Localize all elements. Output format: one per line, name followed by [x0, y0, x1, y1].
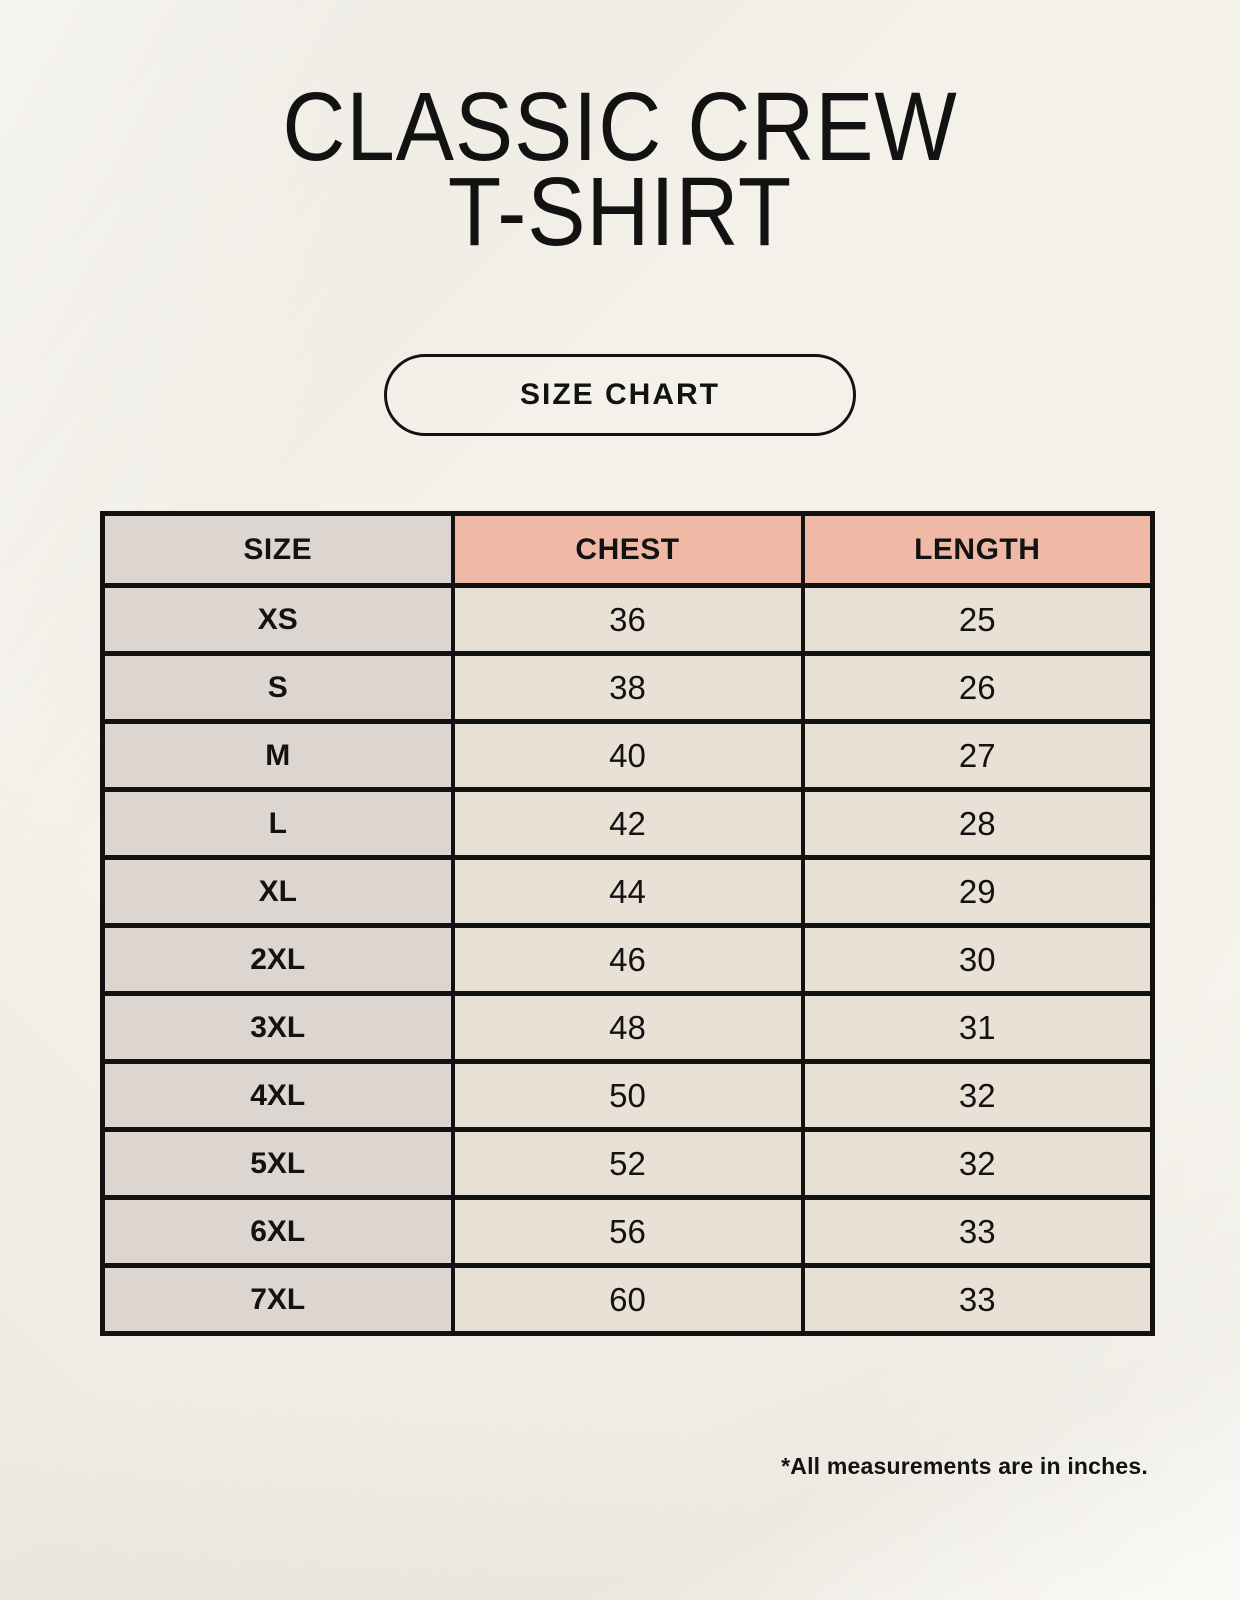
table-row [103, 654, 1153, 722]
table-row [103, 586, 1153, 654]
chest-cell: 36 [453, 586, 803, 654]
column-header-chest: CHEST [453, 514, 803, 586]
chest-cell: 42 [453, 790, 803, 858]
table-row [103, 1266, 1153, 1334]
length-cell: 28 [803, 790, 1153, 858]
length-cell: 25 [803, 586, 1153, 654]
length-cell: 26 [803, 654, 1153, 722]
size-cell: S [103, 654, 453, 722]
page-title [62, 72, 1178, 267]
page-title-line2: T-SHIRT [447, 157, 793, 267]
length-cell: 33 [803, 1266, 1153, 1334]
chest-cell: 52 [453, 1130, 803, 1198]
size-cell: M [103, 722, 453, 790]
size-table [100, 511, 1155, 1336]
length-cell: 32 [803, 1130, 1153, 1198]
measurements-footnote: *All measurements are in inches. [781, 1453, 1148, 1479]
length-cell: 33 [803, 1198, 1153, 1266]
chest-cell: 44 [453, 858, 803, 926]
table-row [103, 1198, 1153, 1266]
chest-cell: 50 [453, 1062, 803, 1130]
chest-cell: 60 [453, 1266, 803, 1334]
chest-cell: 38 [453, 654, 803, 722]
length-cell: 27 [803, 722, 1153, 790]
chest-cell: 40 [453, 722, 803, 790]
size-cell: XL [103, 858, 453, 926]
table-row [103, 858, 1153, 926]
table-row [103, 926, 1153, 994]
size-chart-button[interactable] [384, 354, 856, 436]
length-cell: 31 [803, 994, 1153, 1062]
size-cell: 5XL [103, 1130, 453, 1198]
chest-cell: 48 [453, 994, 803, 1062]
table-row [103, 994, 1153, 1062]
size-cell: 7XL [103, 1266, 453, 1334]
table-row [103, 1062, 1153, 1130]
size-table-body [103, 586, 1153, 1334]
size-cell: L [103, 790, 453, 858]
chest-cell: 56 [453, 1198, 803, 1266]
length-cell: 30 [803, 926, 1153, 994]
size-cell: 4XL [103, 1062, 453, 1130]
column-header-size: SIZE [103, 514, 453, 586]
length-cell: 32 [803, 1062, 1153, 1130]
size-cell: 3XL [103, 994, 453, 1062]
size-cell: 6XL [103, 1198, 453, 1266]
page-title-line1: CLASSIC CREW [282, 72, 958, 181]
length-cell: 29 [803, 858, 1153, 926]
size-cell: 2XL [103, 926, 453, 994]
header-row [103, 514, 1153, 586]
size-table-header [103, 514, 1153, 586]
table-row [103, 1130, 1153, 1198]
size-cell: XS [103, 586, 453, 654]
table-row [103, 722, 1153, 790]
size-chart-button-label: SIZE CHART [520, 378, 720, 411]
chest-cell: 46 [453, 926, 803, 994]
column-header-length: LENGTH [803, 514, 1153, 586]
table-row [103, 790, 1153, 858]
